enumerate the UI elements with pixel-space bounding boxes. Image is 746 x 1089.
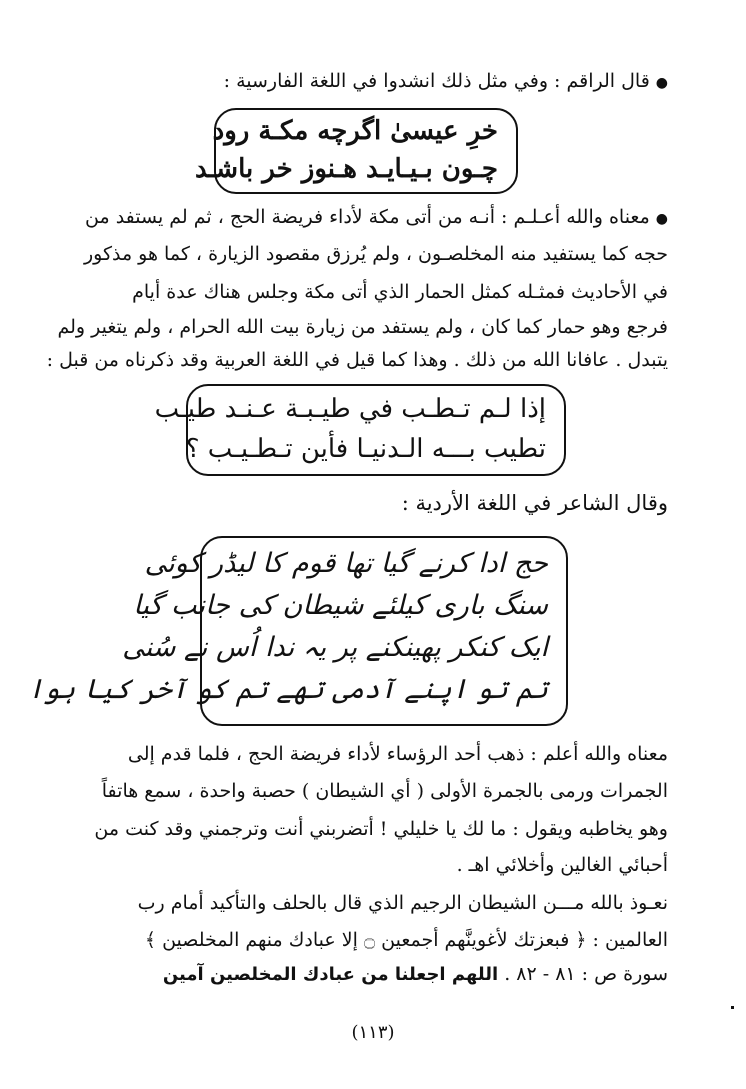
urdu-meaning-line-2: الجمرات ورمى بالجمرة الأولى ( أي الشيطان ) حصبة واحدة ، سمع هاتفاً (101, 780, 668, 802)
persian-verse-line-2: چـون بـيـايـد هـنوز خر باشـد (195, 154, 498, 184)
urdu-verse-line-3: ایک کنکر پھینکنے پر یہ ندا اُس نے سُنی (122, 632, 548, 663)
closing-line-1: نعـوذ بالله مـــن الشيطان الرجيم الذي قال بالحلف والتأكيد أمام رب (137, 892, 668, 914)
urdu-verse-line-2: سنگ باری کیلئے شیطان کی جانب گیا (133, 590, 548, 621)
bullet-icon: ● (655, 75, 668, 91)
urdu-meaning-line-4: أحبائي الغالين وأخلائي اهـ . (456, 854, 668, 876)
closing-line-2: العالمين : ﴿ فبعزتك لأغوينَّهم أجمعين ۝ إلا عبادك منهم المخلصين ﴾ (144, 929, 668, 951)
meaning-line-1 (85, 208, 668, 227)
urdu-intro-line: وقال الشاعر في اللغة الأردية : (401, 491, 668, 515)
persian-verse-box (195, 108, 518, 194)
urdu-verse-line-4: تم تو اپنے آدمی تھے تم کو آخر کیا ہوا (27, 674, 548, 705)
urdu-verse-line-1: حج ادا کرنے گیا تھا قوم کا لیڈر کوئی (144, 548, 548, 579)
bullet-icon: ● (655, 211, 668, 227)
urdu-verse-box (27, 536, 568, 726)
closing-dua: اللهم اجعلنا من عبادك المخلصين آمين (162, 964, 499, 985)
arabic-verse-line-1: إذا لـم تـطـب في طيـبـة عـنـد طيـب (154, 394, 546, 424)
surah-reference: سورة ص : ٨١ - ٨٢ . (504, 963, 668, 985)
urdu-meaning-line-3: وهو يخاطبه ويقول : ما لك يا خليلي ! أتضربني أنت وترجمني وقد كنت من (94, 818, 668, 840)
line-text: معناه والله أعـلـم : أنـه من أتى مكة لأداء فريضة الحج ، ثم لم يستفد من (85, 206, 650, 228)
intro-persian-line (224, 72, 668, 91)
meaning-line-2: حجه كما يستفيد منه المخلصـون ، ولم يُرزق مقصود الزيارة ، كما هو مذكور (83, 243, 668, 265)
arabic-verse-line-2: تطيب بـــه الـدنيـا فأين تـطـيـب ؟ (185, 434, 546, 464)
arabic-verse-box (154, 384, 566, 476)
page-number: (١١٣) (351, 1022, 395, 1043)
persian-verse-line-1: خرِ عيسىٰ اگرچه مكـة رود (212, 116, 498, 146)
line-text: قال الراقم : وفي مثل ذلك انشدوا في اللغة الفارسية : (223, 70, 650, 92)
meaning-line-4: فرجع وهو حمار كما كان ، ولم يستفد من زيارة بيت الله الحرام ، ولم يتغير ولم (57, 316, 668, 338)
closing-line-3 (163, 965, 668, 984)
meaning-line-5: يتبدل . عافانا الله من ذلك . وهذا كما قيل في اللغة العربية وقد ذكرناه من قبل : (46, 349, 668, 371)
meaning-line-3: في الأحاديث فمثـله كمثل الحمار الذي أتى مكة وجلس هناك عدة أيام (132, 281, 668, 303)
margin-dot (731, 1006, 734, 1009)
urdu-meaning-line-1: معناه والله أعلم : ذهب أحد الرؤساء لأداء فريضة الحج ، فلما قدم إلى (127, 743, 668, 765)
